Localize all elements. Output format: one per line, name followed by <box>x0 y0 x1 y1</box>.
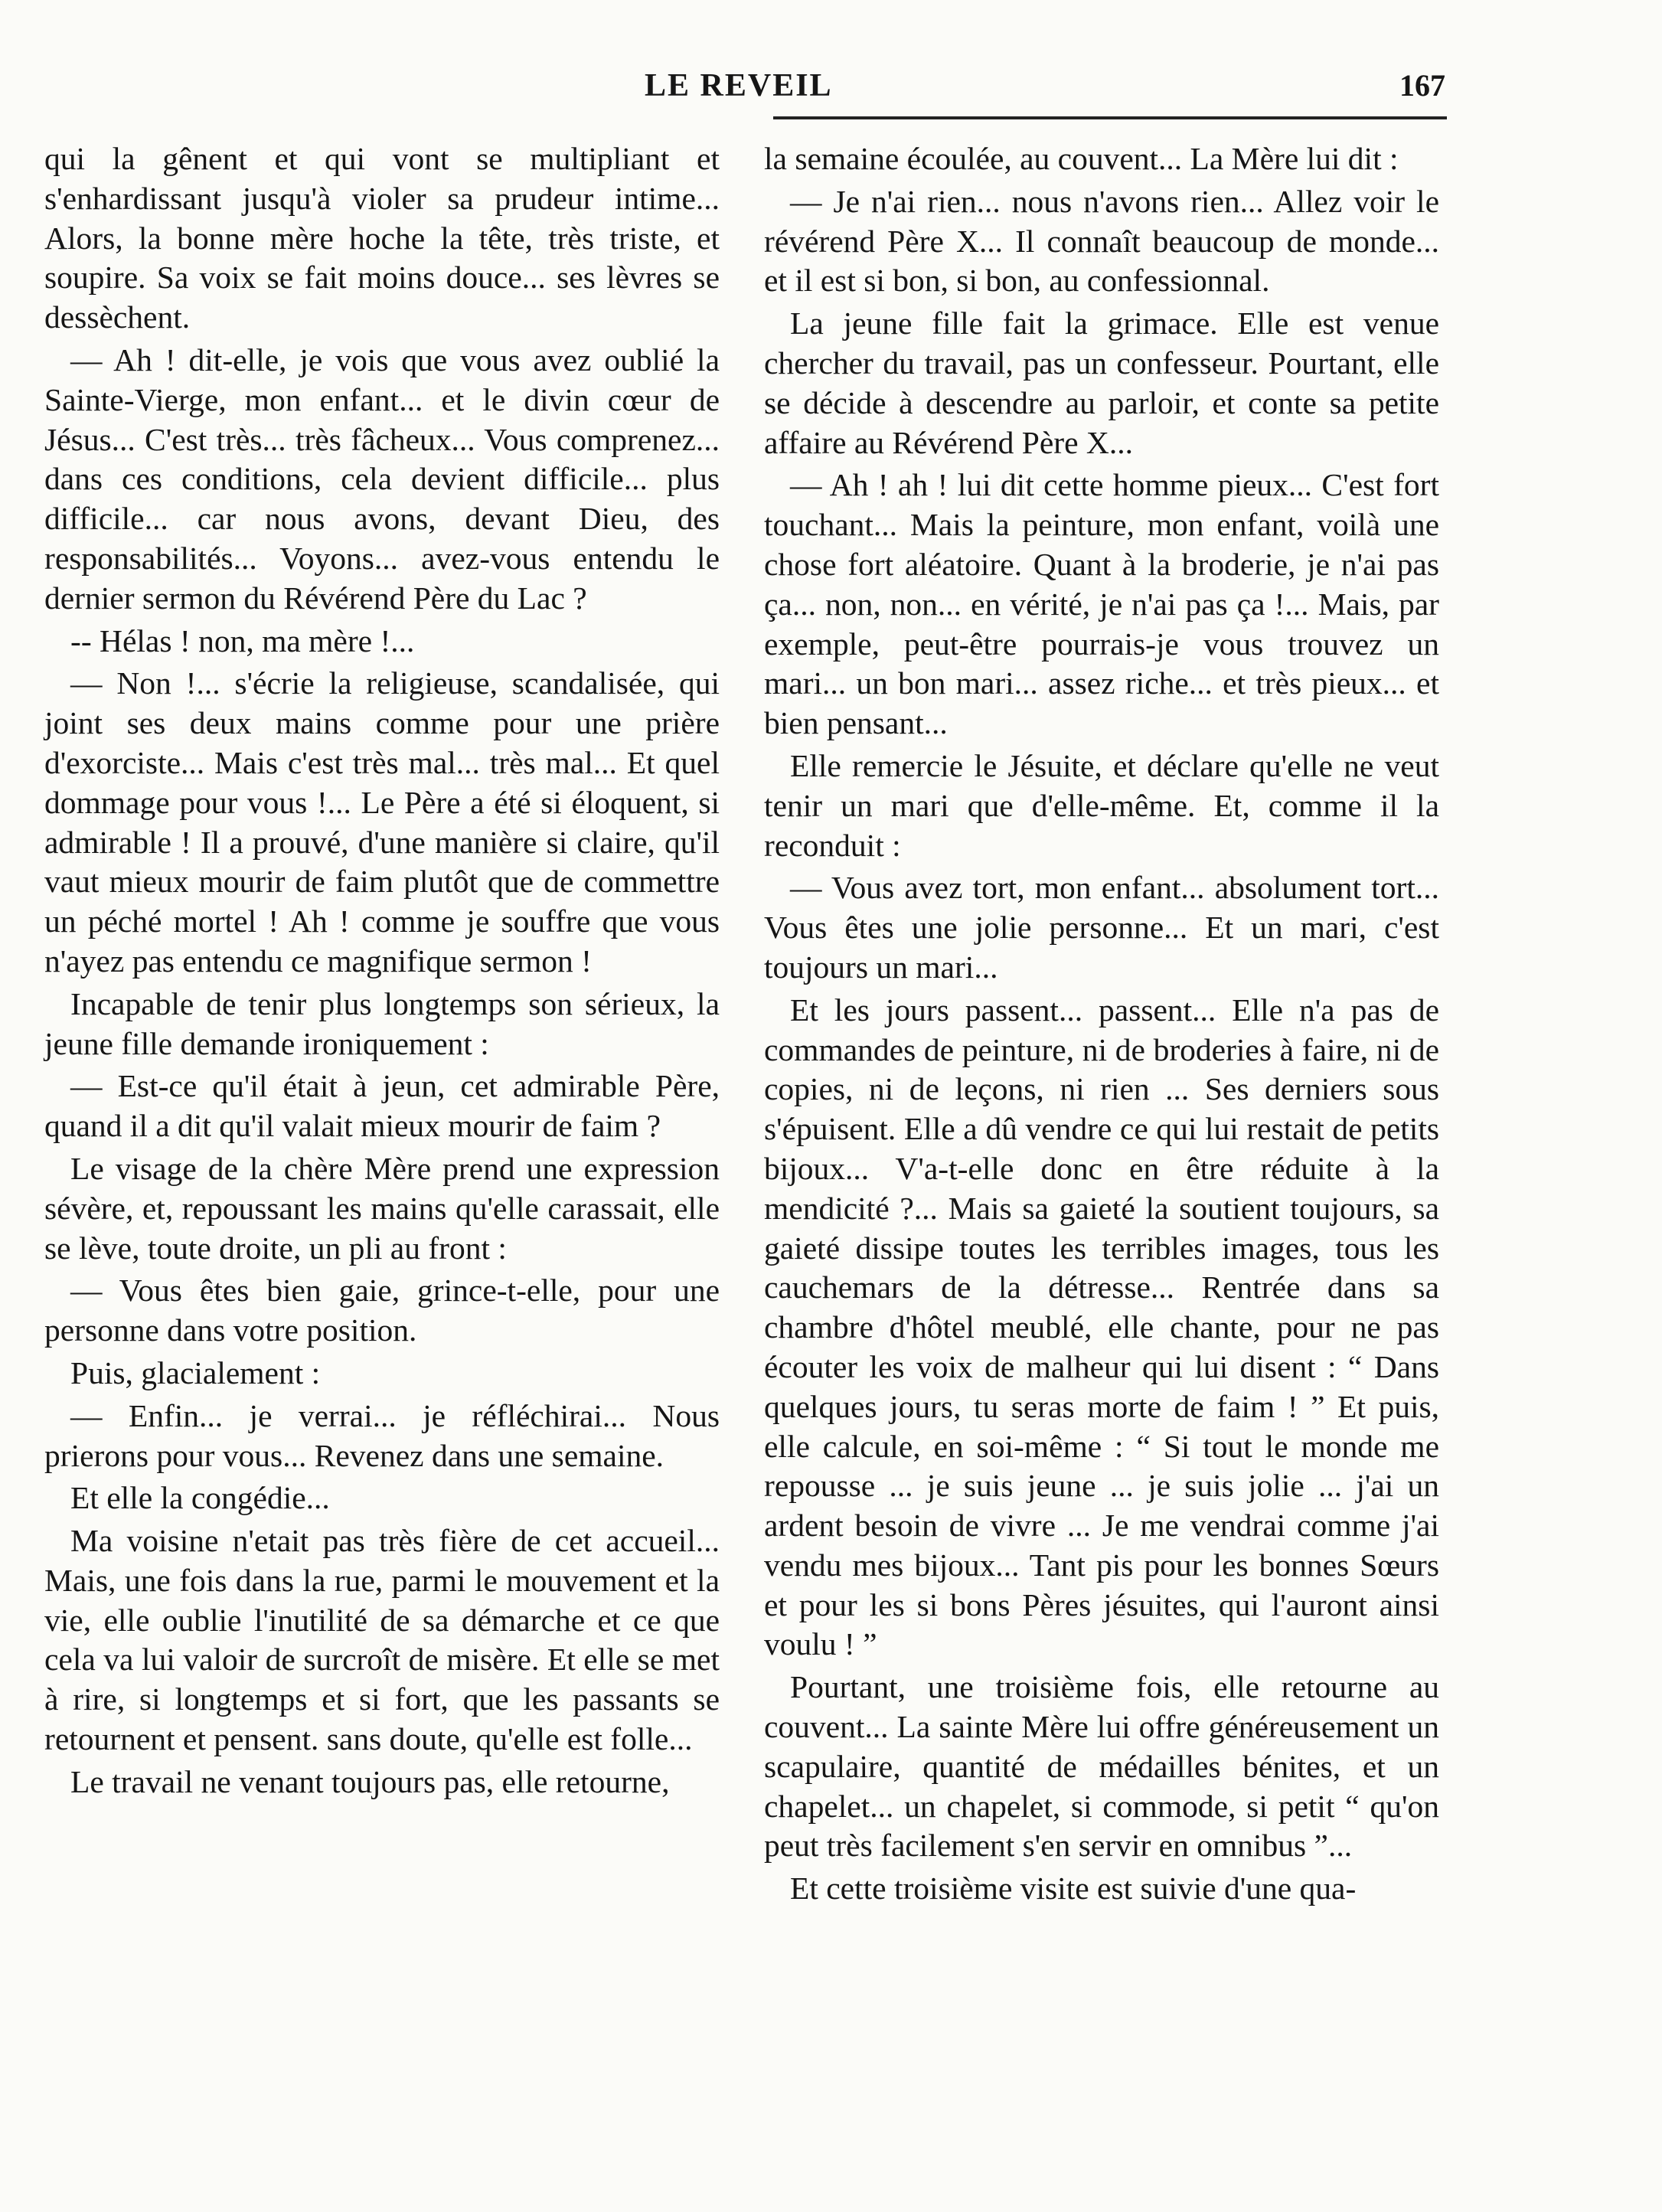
paragraph: — Est-ce qu'il était à jeun, cet admirable Père, quand il a dit qu'il valait mieux mourir de faim ? <box>44 1068 720 1144</box>
paragraph: — Non !... s'écrie la religieuse, scandalisée, qui joint ses deux mains comme pour une prière d'exorciste... Mais c'est très mal... très mal... Et quel dommage pour vous !... Le Père a été si éloquent, si admirable ! Il a prouvé, d'une manière si claire, qu'il vaut mieux mourir de faim plutôt que de commettre un péché mortel ! Ah ! comme je souffre que vous n'ayez pas entendu ce magnifique sermon ! <box>44 665 720 979</box>
paragraph: Puis, glacialement : <box>70 1354 321 1390</box>
paragraph: Ma voisine n'etait pas très fière de cet accueil... Mais, une fois dans la rue, parmi le mouvement et la vie, elle oublie l'inutilité de sa démarche et ce que cela va lui valoir de surcroît de misère. Et elle se met à rire, si longtemps et si fort, que les passants se retournent et pensent. sans doute, qu'elle est folle... <box>44 1523 720 1757</box>
paragraph: Le visage de la chère Mère prend une expression sévère, et, repoussant les mains qu'elle carassait, elle se lève, toute droite, un pli au front : <box>44 1150 720 1266</box>
paragraph: qui la gênent et qui vont se multipliant et s'enhardissant jusqu'à violer sa prudeur intime... Alors, la bonne mère hoche la tête, très triste, et soupire. Sa voix se fait moins douce... ses lèvres se dessèchent. <box>44 141 720 335</box>
paragraph: la semaine écoulée, au couvent... La Mère lui dit : <box>764 141 1399 176</box>
paragraph: La jeune fille fait la grimace. Elle est venue chercher du travail, pas un confesseur. Pourtant, elle se décide à descendre au parloir, et conte sa petite affaire au Révérend Père X... <box>764 305 1439 460</box>
paragraph: — Enfin... je verrai... je réfléchirai... Nous prierons pour vous... Revenez dans une semaine. <box>44 1397 720 1473</box>
paragraph: — Vous avez tort, mon enfant... absolument tort... Vous êtes une jolie personne... Et un mari, c'est toujours un mari... <box>764 870 1439 985</box>
header-rule <box>773 116 1447 119</box>
right-column <box>764 139 1439 1912</box>
paragraph: — Ah ! ah ! lui dit cette homme pieux... C'est fort touchant... Mais la peinture, mon enfant, voilà une chose fort aléatoire. Quant à la broderie, je n'ai pas ça... non, non... en vérité, je n'ai pas ça !... Mais, par exemple, peut-être pourrais-je vous trouvez un mari... un bon mari... assez riche... et très pieux... et bien pensant... <box>764 467 1439 741</box>
paragraph: Et elle la congédie... <box>70 1480 330 1516</box>
running-title: LE REVEIL <box>645 68 833 103</box>
paragraph: Incapable de tenir plus longtemps son sérieux, la jeune fille demande ironiquement : <box>44 985 720 1061</box>
page-number: 167 <box>1399 68 1445 103</box>
paragraph: Et les jours passent... passent... Elle n'a pas de commandes de peinture, ni de broderies à faire, ni de copies, ni de leçons, ni rien ... Ses derniers sous s'épuisent. Elle a dû vendre ce qui lui restait de petits bijoux... V'a-t-elle donc en être réduite à la mendicité ?... Mais sa gaieté la soutient toujours, sa gaieté dissipe toutes les terribles images, tous les cauchemars de la détresse... Rentrée dans sa chambre d'hôtel meublé, elle chante, pour ne pas écouter les voix de malheur qui lui disent : “ Dans quelques jours, tu seras morte de faim ! ” Et puis, elle calcule, en soi-même : “ Si tout le monde me repousse ... je suis jeune ... je suis jolie ... j'ai un ardent besoin de vivre ... Je me vendrai comme j'ai vendu mes bijoux... Tant pis pour les bonnes Sœurs et pour les si bons Pères jésuites, qui l'auront ainsi voulu ! ” <box>764 992 1439 1662</box>
left-column <box>44 139 720 1805</box>
page-header <box>31 67 1455 113</box>
paragraph: Pourtant, une troisième fois, elle retourne au couvent... La sainte Mère lui offre généreusement un scapulaire, quantité de médailles bénites, et un chapelet... un chapelet, si commode, si petit “ qu'on peut très facilement s'en servir en omnibus ”... <box>764 1669 1439 1864</box>
paragraph: Et cette troisième visite est suivie d'une qua- <box>790 1871 1357 1907</box>
paragraph: — Je n'ai rien... nous n'avons rien... Allez voir le révérend Père X... Il connaît beaucoup de monde... et il est si bon, si bon, au confessionnal. <box>764 183 1439 299</box>
paragraph: — Ah ! dit-elle, je vois que vous avez oublié la Sainte-Vierge, mon enfant... et le divin cœur de Jésus... C'est très... très fâcheux... Vous comprenez... dans ces conditions, cela devient difficile... plus difficile... car nous avons, devant Dieu, des responsabilités... Voyons... avez-vous entendu le dernier sermon du Révérend Père du Lac ? <box>44 341 720 616</box>
paragraph: -- Hélas ! non, ma mère !... <box>70 622 415 658</box>
paragraph: — Vous êtes bien gaie, grince-t-elle, pour une personne dans votre position. <box>44 1273 720 1348</box>
paragraph: Elle remercie le Jésuite, et déclare qu'elle ne veut tenir un mari que d'elle-même. Et, comme il la reconduit : <box>764 747 1439 863</box>
paragraph: Le travail ne venant toujours pas, elle retourne, <box>70 1763 670 1799</box>
